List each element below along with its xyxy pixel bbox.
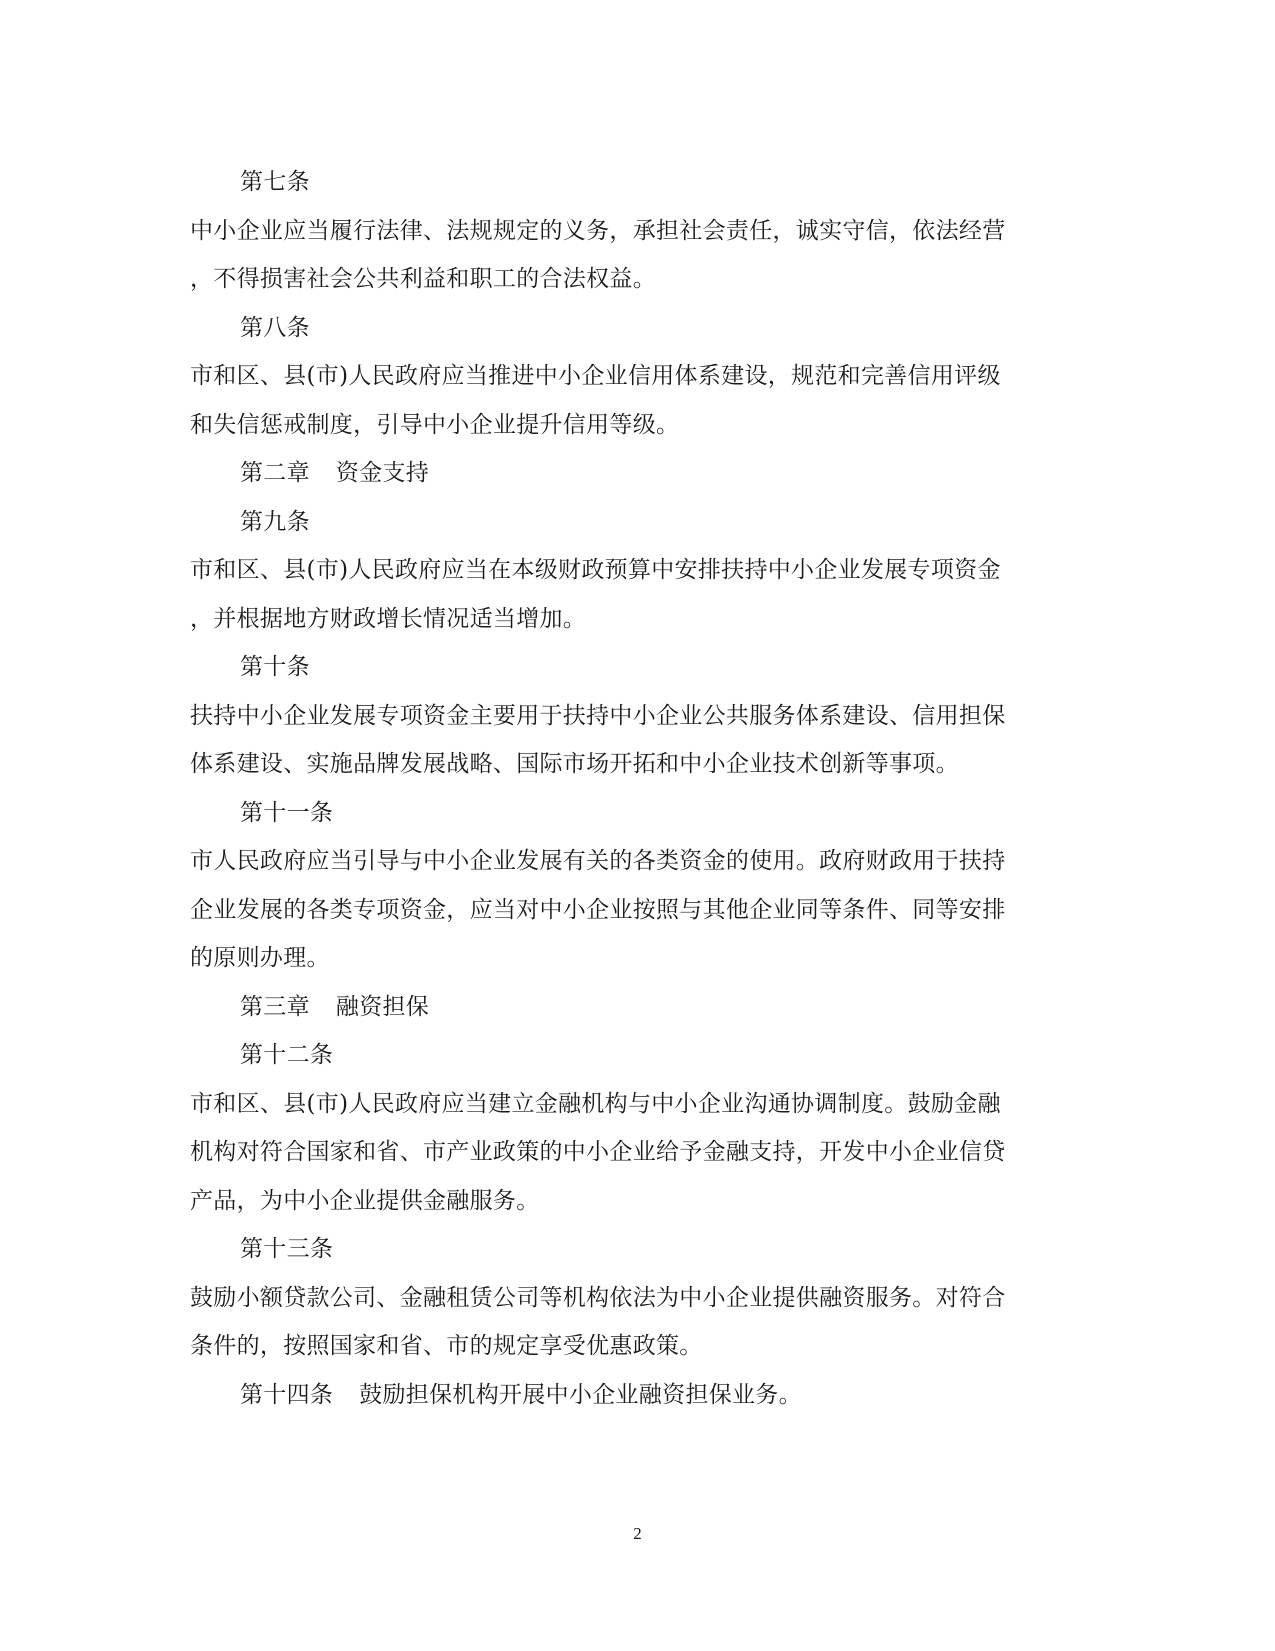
article-heading: 第十三条 <box>240 1236 334 1262</box>
body-line: 市和区、县(市)人民政府应当建立金融机构与中小企业沟通协调制度。鼓励金融 <box>190 1090 1001 1117</box>
body-line: 条件的，按照国家和省、市的规定享受优惠政策。 <box>190 1333 703 1359</box>
article-number: 第十四条 <box>240 1381 334 1408</box>
body-line: ，并根据地方财政增长情况适当增加。 <box>190 605 587 632</box>
body-line: 市和区、县(市)人民政府应当推进中小企业信用体系建设，规范和完善信用评级 <box>190 363 1001 389</box>
body-line: 企业发展的各类专项资金，应当对中小企业按照与其他企业同等条件、同等安排 <box>190 896 1006 923</box>
body-line: 扶持中小企业发展专项资金主要用于扶持中小企业公共服务体系建设、信用担保 <box>190 702 1006 729</box>
body-line: 体系建设、实施品牌发展战略、国际市场开拓和中小企业技术创新等事项。 <box>190 751 959 777</box>
document-content <box>190 158 1070 1419</box>
article-heading: 第七条 <box>240 169 310 195</box>
article-text: 鼓励担保机构开展中小企业融资担保业务。 <box>359 1381 802 1408</box>
chapter-number: 第二章 <box>240 460 310 486</box>
body-line: 产品，为中小企业提供金融服务。 <box>190 1187 540 1214</box>
body-line: 中小企业应当履行法律、法规规定的义务，承担社会责任，诚实守信，依法经营 <box>190 217 1006 244</box>
body-line: ，不得损害社会公共利益和职工的合法权益。 <box>190 266 656 292</box>
chapter-heading <box>190 983 1070 1032</box>
body-line: 机构对符合国家和省、市产业政策的中小企业给予金融支持，开发中小企业信贷 <box>190 1139 1006 1165</box>
body-line: 市人民政府应当引导与中小企业发展有关的各类资金的使用。政府财政用于扶持 <box>190 848 1006 874</box>
article-inline <box>190 1371 1070 1420</box>
article-heading: 第十二条 <box>240 1042 334 1068</box>
body-line: 和失信惩戒制度，引导中小企业提升信用等级。 <box>190 411 680 438</box>
body-line: 的原则办理。 <box>190 945 330 971</box>
article-heading: 第十条 <box>240 654 310 680</box>
chapter-heading <box>190 449 1070 498</box>
chapter-number: 第三章 <box>240 993 310 1020</box>
body-line: 市和区、县(市)人民政府应当在本级财政预算中安排扶持中小企业发展专项资金 <box>190 557 1001 583</box>
chapter-title: 融资担保 <box>335 993 430 1020</box>
page-number: 2 <box>633 1524 642 1543</box>
body-line: 鼓励小额贷款公司、金融租赁公司等机构依法为中小企业提供融资服务。对符合 <box>190 1284 1006 1311</box>
chapter-title: 资金支持 <box>335 460 430 486</box>
article-heading: 第九条 <box>240 508 310 535</box>
article-heading: 第十一条 <box>240 799 334 826</box>
article-heading: 第八条 <box>240 314 310 341</box>
